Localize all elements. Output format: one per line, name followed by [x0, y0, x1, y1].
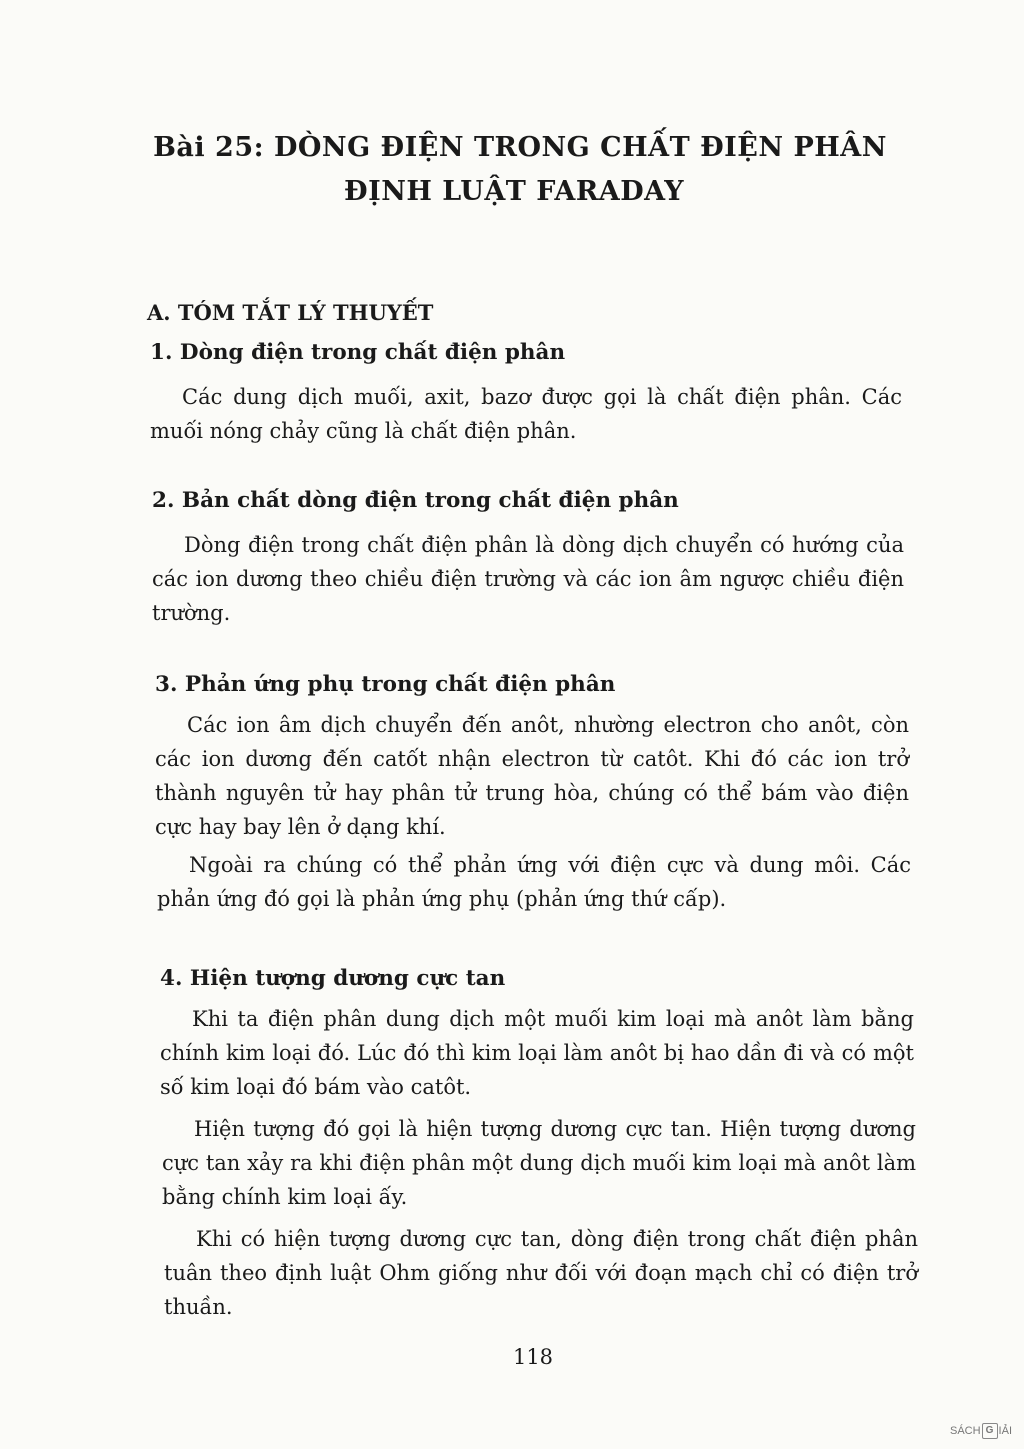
section-1-heading: 1. Dòng điện trong chất điện phân [150, 340, 566, 365]
section-4-heading: 4. Hiện tượng dương cực tan [160, 966, 506, 991]
section-a-heading: A. TÓM TẮT LÝ THUYẾT [147, 300, 434, 325]
sachgiai-watermark-logo [950, 1423, 1012, 1439]
page-number: 118 [512, 1345, 554, 1369]
section-2-heading: 2. Bản chất dòng điện trong chất điện phân [152, 488, 679, 513]
watermark-text-left: SÁCH [949, 1425, 981, 1437]
section-1-paragraph-1: Các dung dịch muối, axit, bazơ được gọi là chất điện phân. Các muối nóng chảy cũng là chất điện phân. [150, 385, 902, 443]
lesson-title-line-2: ĐỊNH LUẬT FARADAY [343, 176, 685, 207]
section-3-paragraph-1: Các ion âm dịch chuyển đến anôt, nhường electron cho anôt, còn các ion dương đến catốt nhận electron từ catôt. Khi đó các ion trở thành nguyên tử hay phân tử trung hòa, chúng có thể bám vào điện cực hay bay lên ở dạng khí. [155, 713, 909, 839]
lesson-title-line-1: Bài 25: DÒNG ĐIỆN TRONG CHẤT ĐIỆN PHÂN [153, 132, 887, 163]
section-2-paragraph-1: Dòng điện trong chất điện phân là dòng dịch chuyển có hướng của các ion dương theo chiều điện trường và các ion âm ngược chiều điện trường. [152, 533, 904, 625]
watermark-box-letter: G [982, 1423, 998, 1439]
watermark-text-right: IẢI [998, 1425, 1012, 1437]
section-4-paragraph-3: Khi có hiện tượng dương cực tan, dòng điện trong chất điện phân tuân theo định luật Ohm giống như đối với đoạn mạch chỉ có điện trở thuần. [164, 1227, 918, 1319]
section-3-paragraph-2: Ngoài ra chúng có thể phản ứng với điện cực và dung môi. Các phản ứng đó gọi là phản ứng phụ (phản ứng thứ cấp). [157, 853, 911, 911]
section-4-paragraph-1: Khi ta điện phân dung dịch một muối kim loại mà anôt làm bằng chính kim loại đó. Lúc đó thì kim loại làm anôt bị hao dần đi và có một số kim loại đó bám vào catôt. [160, 1007, 914, 1099]
section-3-heading: 3. Phản ứng phụ trong chất điện phân [155, 672, 616, 697]
section-4-paragraph-2: Hiện tượng đó gọi là hiện tượng dương cực tan. Hiện tượng dương cực tan xảy ra khi điện phân một dung dịch muối kim loại mà anôt làm bằng chính kim loại ấy. [162, 1117, 916, 1209]
